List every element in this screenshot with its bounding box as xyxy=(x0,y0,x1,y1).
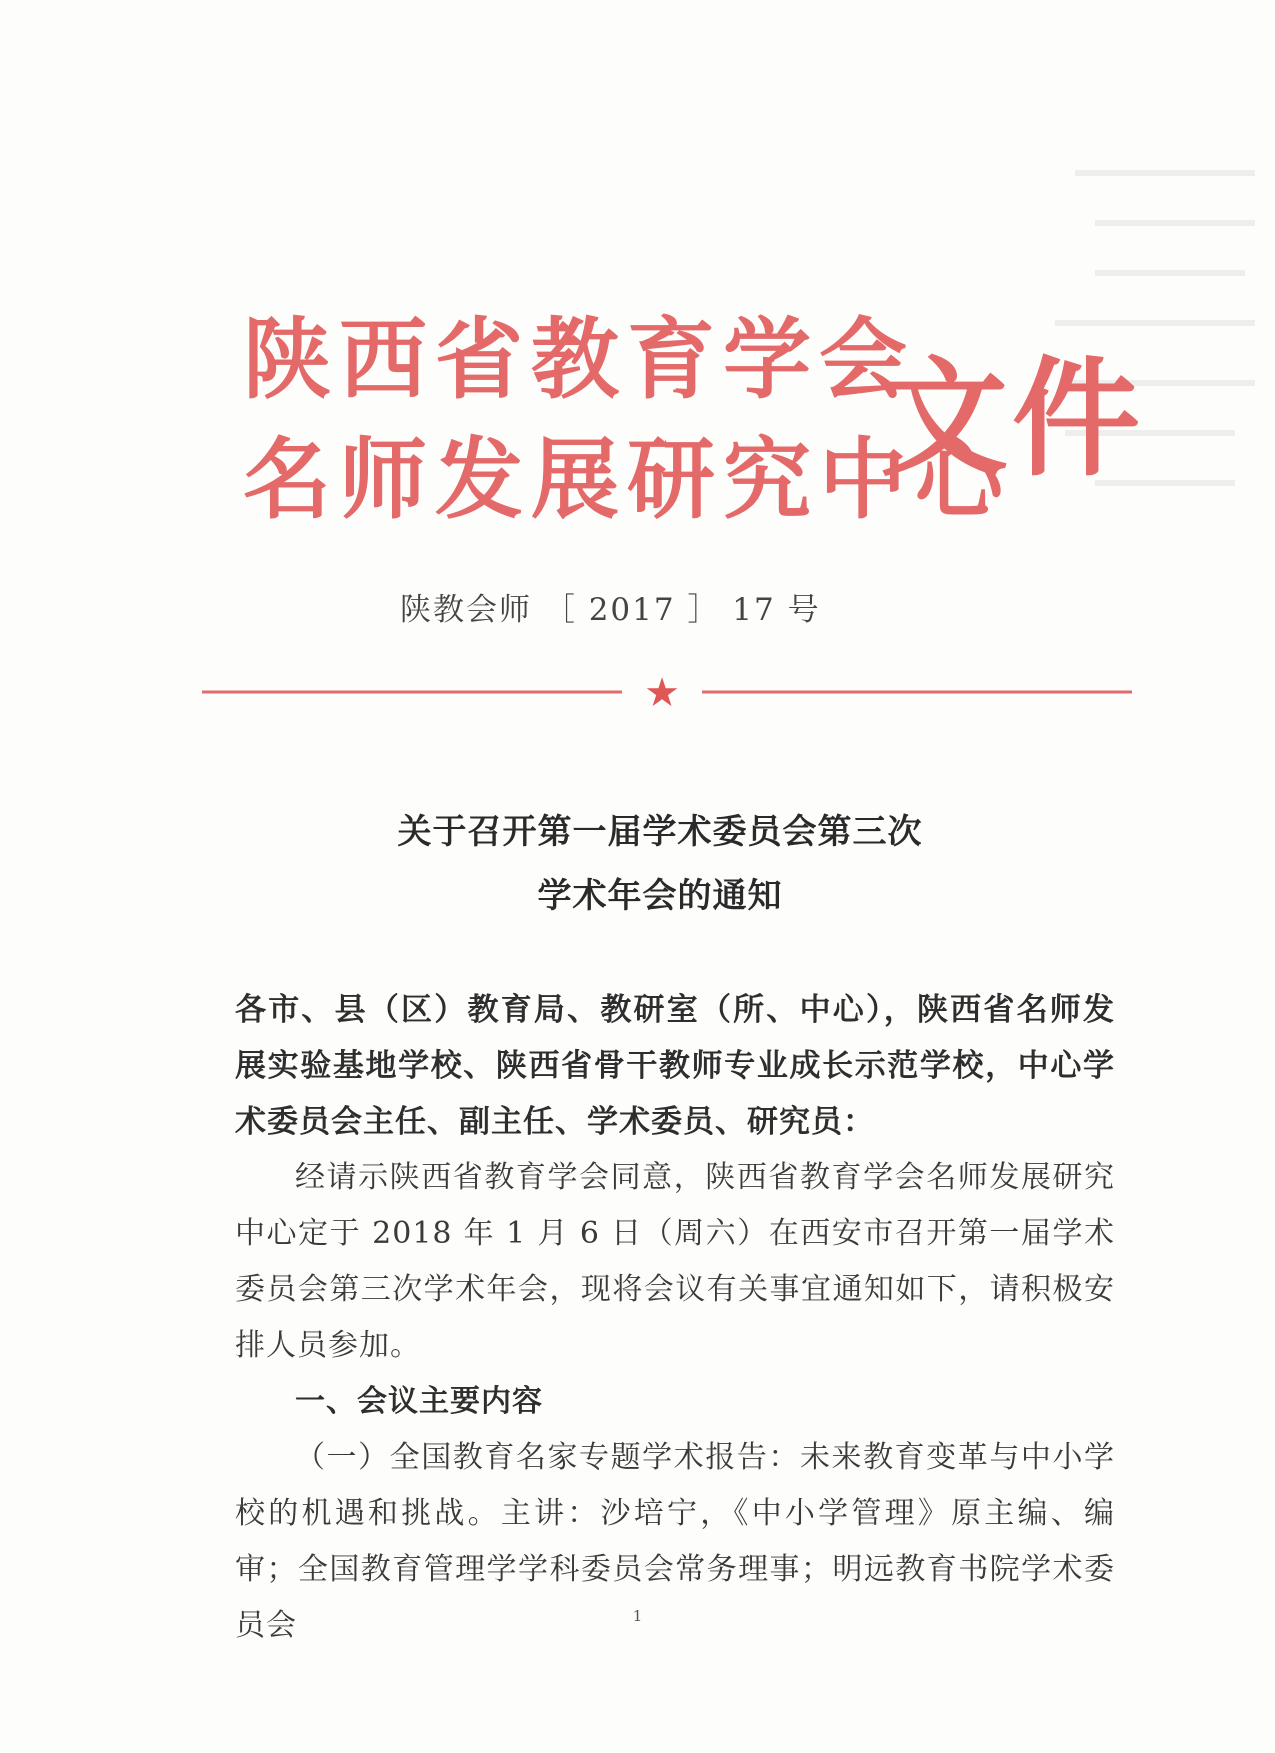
section-heading-1: 一、会议主要内容 xyxy=(295,1384,543,1419)
org-name-line-1: 陕西省教育学会 xyxy=(243,308,916,411)
title-line-2: 学术年会的通知 xyxy=(537,876,783,916)
page-number: 1 xyxy=(632,1607,643,1625)
notice-body xyxy=(235,982,1115,1654)
document-number: 陕教会师 ［ 2017 ］ 17 号 xyxy=(400,592,821,628)
star-icon: ★ xyxy=(644,672,680,712)
item-1-paragraph: （一）全国教育名家专题学术报告：未来教育变革与中小学校的机遇和挑战。主讲：沙培宁，《中小学管理》原主编、编审；全国教育管理学学科委员会常务理事；明远教育书院学术委员会 xyxy=(235,1440,1115,1643)
notice-title xyxy=(300,800,1020,928)
recipients: 各市、县（区）教育局、教研室（所、中心），陕西省名师发展实验基地学校、陕西省骨干教师专业成长示范学校，中心学术委员会主任、副主任、学术委员、研究员： xyxy=(235,992,1115,1140)
document-type-label: 文件 xyxy=(880,345,1145,494)
org-name-line-2: 名师发展研究中心 xyxy=(243,428,1012,531)
intro-paragraph: 经请示陕西省教育学会同意，陕西省教育学会名师发展研究中心定于 2018 年 1 月 6 日（周六）在西安市召开第一届学术委员会第三次学术年会，现将会议有关事宜通知如下，请积极安排人员参加。 xyxy=(235,1160,1115,1363)
issuing-organization xyxy=(243,300,1012,540)
red-divider xyxy=(202,672,1132,712)
title-line-1: 关于召开第一届学术委员会第三次 xyxy=(397,812,923,852)
